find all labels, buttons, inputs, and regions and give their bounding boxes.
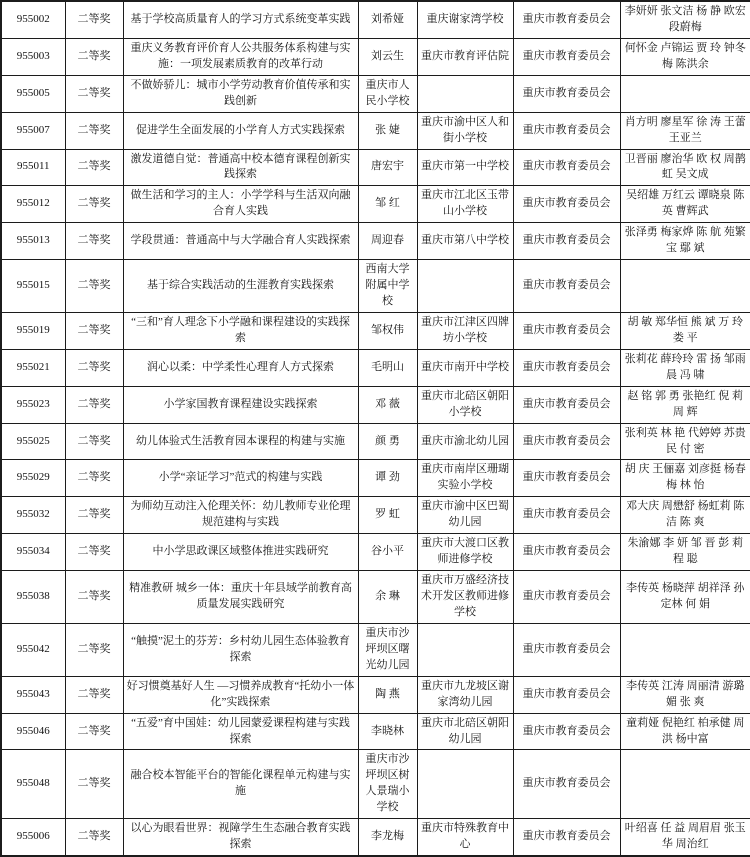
title-cell: 小学“亲证学习”范式的构建与实践 bbox=[123, 460, 358, 497]
entry-id-cell: 955048 bbox=[1, 750, 65, 819]
members-cell: 李妍妍 张文洁 杨 静 欧宏 段蔚梅 bbox=[620, 1, 750, 38]
table-row bbox=[1, 460, 750, 497]
members-cell bbox=[620, 75, 750, 112]
title-cell: “触摸”泥土的芬芳：乡村幼儿园生态体验教育探索 bbox=[123, 623, 358, 676]
table-row bbox=[1, 750, 750, 819]
table-row bbox=[1, 312, 750, 349]
lead-name-cell: 重庆市沙坪坝区曙光幼儿园 bbox=[358, 623, 417, 676]
members-cell: 叶绍喜 任 益 周眉眉 张玉华 周治红 bbox=[620, 819, 750, 856]
recommender-cell: 重庆市教育委员会 bbox=[513, 713, 620, 750]
award-level-cell: 二等奖 bbox=[65, 497, 123, 534]
lead-name-cell: 李晓林 bbox=[358, 713, 417, 750]
recommender-cell: 重庆市教育委员会 bbox=[513, 260, 620, 313]
title-cell: 以心为眼看世界：视障学生生态融合教育实践探索 bbox=[123, 819, 358, 856]
members-cell: 李传英 江涛 周丽清 游璐媚 张 爽 bbox=[620, 676, 750, 713]
table-row bbox=[1, 38, 750, 75]
members-cell: 邓大庆 周懋舒 杨虹莉 陈洁 陈 爽 bbox=[620, 497, 750, 534]
title-cell: 小学家国教育课程建设实践探索 bbox=[123, 386, 358, 423]
title-cell: 润心以柔：中学柔性心理育人方式探索 bbox=[123, 349, 358, 386]
lead-name-cell: 陶 燕 bbox=[358, 676, 417, 713]
award-level-cell: 二等奖 bbox=[65, 460, 123, 497]
table-row bbox=[1, 75, 750, 112]
lead-name-cell: 邹 红 bbox=[358, 186, 417, 223]
school-cell: 重庆市特殊教育中心 bbox=[417, 819, 513, 856]
school-cell: 重庆市南岸区珊瑚实验小学校 bbox=[417, 460, 513, 497]
recommender-cell: 重庆市教育委员会 bbox=[513, 75, 620, 112]
school-cell: 重庆市南开中学校 bbox=[417, 349, 513, 386]
title-cell: 中小学思政课区域整体推进实践研究 bbox=[123, 534, 358, 571]
title-cell: 做生活和学习的主人：小学学科与生活双向融合育人实践 bbox=[123, 186, 358, 223]
entry-id-cell: 955029 bbox=[1, 460, 65, 497]
school-cell: 重庆市渝中区人和街小学校 bbox=[417, 112, 513, 149]
award-level-cell: 二等奖 bbox=[65, 750, 123, 819]
school-cell: 重庆市大渡口区教师进修学校 bbox=[417, 534, 513, 571]
recommender-cell: 重庆市教育委员会 bbox=[513, 1, 620, 38]
school-cell bbox=[417, 750, 513, 819]
title-cell: 精准教研 城乡一体：重庆十年县域学前教育高质量发展实践研究 bbox=[123, 571, 358, 624]
entry-id-cell: 955002 bbox=[1, 1, 65, 38]
lead-name-cell: 重庆市人民小学校 bbox=[358, 75, 417, 112]
table-row bbox=[1, 713, 750, 750]
recommender-cell: 重庆市教育委员会 bbox=[513, 223, 620, 260]
members-cell: 胡 庆 王俪嘉 刘彦挺 杨春梅 林 怡 bbox=[620, 460, 750, 497]
award-level-cell: 二等奖 bbox=[65, 75, 123, 112]
table-row bbox=[1, 623, 750, 676]
members-cell: 张泽勇 梅家烨 陈 航 苑繁宝 鄢 斌 bbox=[620, 223, 750, 260]
recommender-cell: 重庆市教育委员会 bbox=[513, 819, 620, 856]
entry-id-cell: 955032 bbox=[1, 497, 65, 534]
entry-id-cell: 955005 bbox=[1, 75, 65, 112]
table-row bbox=[1, 1, 750, 38]
members-cell bbox=[620, 260, 750, 313]
lead-name-cell: 唐宏宇 bbox=[358, 149, 417, 186]
award-level-cell: 二等奖 bbox=[65, 386, 123, 423]
recommender-cell: 重庆市教育委员会 bbox=[513, 534, 620, 571]
school-cell: 重庆市渝北幼儿园 bbox=[417, 423, 513, 460]
title-cell: 促进学生全面发展的小学育人方式实践探索 bbox=[123, 112, 358, 149]
lead-name-cell: 西南大学附属中学校 bbox=[358, 260, 417, 313]
table-row bbox=[1, 386, 750, 423]
award-level-cell: 二等奖 bbox=[65, 38, 123, 75]
recommender-cell: 重庆市教育委员会 bbox=[513, 386, 620, 423]
award-level-cell: 二等奖 bbox=[65, 149, 123, 186]
title-cell: 基于学校高质量育人的学习方式系统变革实践 bbox=[123, 1, 358, 38]
title-cell: 基于综合实践活动的生涯教育实践探索 bbox=[123, 260, 358, 313]
title-cell: 学段贯通：普通高中与大学融合育人实践探索 bbox=[123, 223, 358, 260]
school-cell bbox=[417, 260, 513, 313]
lead-name-cell: 张 婕 bbox=[358, 112, 417, 149]
lead-name-cell: 邹权伟 bbox=[358, 312, 417, 349]
recommender-cell: 重庆市教育委员会 bbox=[513, 349, 620, 386]
members-cell: 肖方明 廖星军 徐 涛 王蕾 王亚兰 bbox=[620, 112, 750, 149]
entry-id-cell: 955012 bbox=[1, 186, 65, 223]
award-level-cell: 二等奖 bbox=[65, 260, 123, 313]
school-cell: 重庆市江津区四牌坊小学校 bbox=[417, 312, 513, 349]
members-cell: 童莉娅 倪艳红 柏承健 周洪 杨中富 bbox=[620, 713, 750, 750]
lead-name-cell: 李龙梅 bbox=[358, 819, 417, 856]
lead-name-cell: 谭 劲 bbox=[358, 460, 417, 497]
members-cell: 胡 敏 郑华恒 熊 斌 万 玲 娄 平 bbox=[620, 312, 750, 349]
table-row bbox=[1, 571, 750, 624]
members-cell: 赵 铭 郭 勇 张艳红 倪 莉 周 辉 bbox=[620, 386, 750, 423]
school-cell bbox=[417, 75, 513, 112]
lead-name-cell: 重庆市沙坪坝区树人景瑞小学校 bbox=[358, 750, 417, 819]
entry-id-cell: 955023 bbox=[1, 386, 65, 423]
award-level-cell: 二等奖 bbox=[65, 819, 123, 856]
table-row bbox=[1, 223, 750, 260]
lead-name-cell: 刘云生 bbox=[358, 38, 417, 75]
recommender-cell: 重庆市教育委员会 bbox=[513, 112, 620, 149]
title-cell: 不做娇骄儿：城市小学劳动教育价值传承和实践创新 bbox=[123, 75, 358, 112]
school-cell bbox=[417, 623, 513, 676]
lead-name-cell: 余 琳 bbox=[358, 571, 417, 624]
title-cell: “五爱”育中国娃：幼儿园蒙爱课程构建与实践探索 bbox=[123, 713, 358, 750]
entry-id-cell: 955007 bbox=[1, 112, 65, 149]
award-level-cell: 二等奖 bbox=[65, 312, 123, 349]
school-cell: 重庆市九龙坡区谢家湾幼儿园 bbox=[417, 676, 513, 713]
school-cell: 重庆市第八中学校 bbox=[417, 223, 513, 260]
members-cell: 张利英 林 艳 代婷婷 苏贵民 付 密 bbox=[620, 423, 750, 460]
title-cell: 幼儿体验式生活教育园本课程的构建与实施 bbox=[123, 423, 358, 460]
recommender-cell: 重庆市教育委员会 bbox=[513, 460, 620, 497]
members-cell: 朱渝娜 李 妍 邹 晋 彭 莉 程 聪 bbox=[620, 534, 750, 571]
recommender-cell: 重庆市教育委员会 bbox=[513, 312, 620, 349]
lead-name-cell: 罗 虹 bbox=[358, 497, 417, 534]
award-level-cell: 二等奖 bbox=[65, 676, 123, 713]
award-level-cell: 二等奖 bbox=[65, 534, 123, 571]
award-level-cell: 二等奖 bbox=[65, 223, 123, 260]
recommender-cell: 重庆市教育委员会 bbox=[513, 750, 620, 819]
school-cell: 重庆市北碚区朝阳幼儿园 bbox=[417, 713, 513, 750]
lead-name-cell: 邓 薇 bbox=[358, 386, 417, 423]
table-row bbox=[1, 112, 750, 149]
title-cell: “三和”育人理念下小学融和课程建设的实践探索 bbox=[123, 312, 358, 349]
members-cell: 张莉花 薛玲玲 雷 扬 邹雨晨 冯 啸 bbox=[620, 349, 750, 386]
entry-id-cell: 955034 bbox=[1, 534, 65, 571]
entry-id-cell: 955025 bbox=[1, 423, 65, 460]
lead-name-cell: 周迎春 bbox=[358, 223, 417, 260]
award-level-cell: 二等奖 bbox=[65, 112, 123, 149]
lead-name-cell: 刘希娅 bbox=[358, 1, 417, 38]
entry-id-cell: 955011 bbox=[1, 149, 65, 186]
title-cell: 为师幼互动注入伦理关怀：幼儿教师专业伦理规范建构与实践 bbox=[123, 497, 358, 534]
school-cell: 重庆市渝中区巴蜀幼儿园 bbox=[417, 497, 513, 534]
table-row bbox=[1, 534, 750, 571]
lead-name-cell: 颜 勇 bbox=[358, 423, 417, 460]
recommender-cell: 重庆市教育委员会 bbox=[513, 571, 620, 624]
title-cell: 融合校本智能平台的智能化课程单元构建与实施 bbox=[123, 750, 358, 819]
award-level-cell: 二等奖 bbox=[65, 349, 123, 386]
members-cell bbox=[620, 623, 750, 676]
entry-id-cell: 955003 bbox=[1, 38, 65, 75]
entry-id-cell: 955015 bbox=[1, 260, 65, 313]
entry-id-cell: 955043 bbox=[1, 676, 65, 713]
entry-id-cell: 955042 bbox=[1, 623, 65, 676]
awards-table-body bbox=[1, 1, 750, 856]
title-cell: 好习惯奠基好人生 —习惯养成教育“托幼小一体化”实践探索 bbox=[123, 676, 358, 713]
entry-id-cell: 955006 bbox=[1, 819, 65, 856]
members-cell bbox=[620, 750, 750, 819]
table-row bbox=[1, 149, 750, 186]
members-cell: 何怀金 卢锦运 贾 玲 钟冬梅 陈洪余 bbox=[620, 38, 750, 75]
members-cell: 李传英 杨晓萍 胡祥泽 孙定林 何 娟 bbox=[620, 571, 750, 624]
recommender-cell: 重庆市教育委员会 bbox=[513, 676, 620, 713]
recommender-cell: 重庆市教育委员会 bbox=[513, 38, 620, 75]
lead-name-cell: 谷小平 bbox=[358, 534, 417, 571]
lead-name-cell: 毛明山 bbox=[358, 349, 417, 386]
award-level-cell: 二等奖 bbox=[65, 1, 123, 38]
table-row bbox=[1, 497, 750, 534]
award-level-cell: 二等奖 bbox=[65, 623, 123, 676]
table-row bbox=[1, 186, 750, 223]
table-row bbox=[1, 676, 750, 713]
award-level-cell: 二等奖 bbox=[65, 713, 123, 750]
table-row bbox=[1, 349, 750, 386]
title-cell: 激发道德自觉：普通高中校本德育课程创新实践探索 bbox=[123, 149, 358, 186]
award-level-cell: 二等奖 bbox=[65, 571, 123, 624]
recommender-cell: 重庆市教育委员会 bbox=[513, 186, 620, 223]
school-cell: 重庆市江北区玉带山小学校 bbox=[417, 186, 513, 223]
award-level-cell: 二等奖 bbox=[65, 186, 123, 223]
table-row bbox=[1, 819, 750, 856]
recommender-cell: 重庆市教育委员会 bbox=[513, 497, 620, 534]
table-row bbox=[1, 260, 750, 313]
entry-id-cell: 955038 bbox=[1, 571, 65, 624]
school-cell: 重庆市第一中学校 bbox=[417, 149, 513, 186]
entry-id-cell: 955013 bbox=[1, 223, 65, 260]
school-cell: 重庆市教育评估院 bbox=[417, 38, 513, 75]
award-level-cell: 二等奖 bbox=[65, 423, 123, 460]
members-cell: 吴绍雄 万红云 谭晓泉 陈英 曹辉武 bbox=[620, 186, 750, 223]
recommender-cell: 重庆市教育委员会 bbox=[513, 149, 620, 186]
members-cell: 卫晋丽 廖治华 欧 权 周鹊虹 吴文成 bbox=[620, 149, 750, 186]
entry-id-cell: 955021 bbox=[1, 349, 65, 386]
title-cell: 重庆义务教育评价育人公共服务体系构建与实施：一项发展素质教育的改革行动 bbox=[123, 38, 358, 75]
school-cell: 重庆市北碚区朝阳小学校 bbox=[417, 386, 513, 423]
recommender-cell: 重庆市教育委员会 bbox=[513, 623, 620, 676]
recommender-cell: 重庆市教育委员会 bbox=[513, 423, 620, 460]
entry-id-cell: 955019 bbox=[1, 312, 65, 349]
school-cell: 重庆谢家湾学校 bbox=[417, 1, 513, 38]
school-cell: 重庆市万盛经济技术开发区教师进修学校 bbox=[417, 571, 513, 624]
entry-id-cell: 955046 bbox=[1, 713, 65, 750]
table-row bbox=[1, 423, 750, 460]
